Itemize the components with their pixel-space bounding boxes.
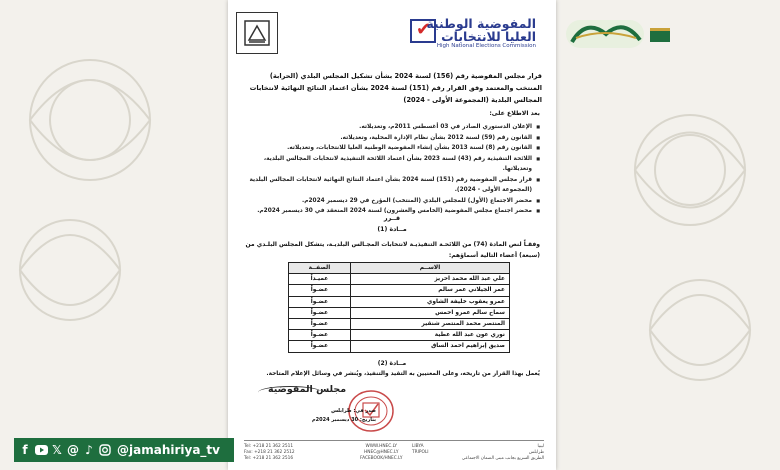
footer-city-en — [412, 444, 429, 456]
member-role: عميـداً — [289, 274, 351, 285]
facebook-icon[interactable]: f — [22, 443, 28, 457]
footer-city-ar-name: طرابلس — [528, 450, 544, 455]
footer-phone: Tel: +218 21 362 2511 — [244, 444, 294, 449]
decision-title: قرار مجلس المفوضية رقم (156) لسنة 2024 بشأن تشكيل المجلس البلدي (الحرابة) المنتخب والمعتمد وفق القرار رقم (151) لسنة 2024 بشأن اعتماد النتائج النهائية لانتخابات المجالس البلدية (المجموعة الأولى - 2024) — [249, 72, 542, 104]
reference-item: ■ القانون رقم (59) لسنة 2012 بشأن نظام الإدارة المحلية، وتعديلاته. — [246, 133, 540, 144]
references-list — [246, 122, 540, 217]
footer-email: HNEC@HNEC.LY — [364, 450, 399, 455]
footer-fax: Fax: +218 21 362 2512 — [244, 450, 295, 455]
table-row — [289, 285, 510, 296]
intro-text: بعد الاطلاع على: — [489, 110, 540, 117]
footer-country-ar: ليبيا — [537, 444, 544, 449]
footer-website: WWW.HNEC.LY — [365, 444, 398, 449]
article-1-text: وفقـاً لنص المادة (74) من اللائحـة التنفيذيـة لانتخابات المجـالس البلديـة، يتشكل المجلس البلـدي من (سبعة) أعضاء التالية أسماؤهم: — [245, 241, 540, 259]
reference-item: ■ محضر اجتماع مجلس المفوضية (الخامس والعشرون) لسنة 2024 المنعقد في 30 ديسمبر 2024م. — [246, 206, 540, 217]
tiktok-icon[interactable]: ♪ — [85, 443, 93, 457]
member-role: عضـواً — [289, 296, 351, 307]
member-name: سماح سالم عمرو احمس — [350, 307, 509, 318]
decided-heading: قــرر — [383, 214, 401, 222]
hnec-logo — [402, 16, 536, 50]
issue-date: بتاريخ: 30 ديسمبر 2024م — [312, 417, 376, 423]
footer-phone: Tel: +218 21 362 2516 — [244, 456, 294, 461]
footer-address-ar: الطريق السريع بجانب مبنى الضمان الاجتماعي — [461, 456, 544, 461]
x-icon[interactable]: 𝕏 — [52, 443, 62, 457]
reference-item: ■ القانون رقم (8) لسنة 2013 بشأن إنشاء المفوضية الوطنية العليا للانتخابات، وتعديلاته. — [246, 143, 540, 154]
member-name: نوري عون عبد الله عطية — [350, 330, 509, 341]
footer-phones — [244, 444, 295, 462]
emblem-icon — [242, 18, 272, 48]
logo-arabic-line1: المفوضية الوطنية — [426, 16, 536, 31]
article-2-text: يُعمل بهذا القرار من تاريخه، وعلى المعنيين به التقيد والتنفيذ، ويُنشر في وسائل الإعلام المتاحة. — [266, 371, 540, 377]
member-role: عضـواً — [289, 341, 351, 352]
member-name: عمرو يعقوب خليفة الشاوي — [350, 296, 509, 307]
member-role: عضـواً — [289, 318, 351, 329]
signature: مجلس المفوضية — [268, 384, 347, 395]
ministry-emblem — [236, 12, 278, 54]
logo-arabic-line2: العليا للانتخابات — [441, 29, 536, 44]
member-role: عضـواً — [289, 307, 351, 318]
logo-english: High National Elections Commission — [436, 43, 536, 49]
members-table — [288, 262, 510, 353]
reference-item: ■ اللائحة التنفيذية رقم (43) لسنة 2023 بشأن اعتماد اللائحة التنفيذية لانتخابات المجالس البلدية، وتعديلاتها. — [246, 154, 540, 175]
reference-item: ■ قرار مجلس المفوضية رقم (151) لسنة 2024 بشأن اعتماد النتائج النهائية لانتخابات المجالس البلدية (المجموعة الأولى - 2024). — [246, 175, 540, 196]
header-role: الصفــة — [289, 263, 351, 274]
threads-icon[interactable]: @ — [67, 443, 79, 457]
footer-city: TRIPOLI — [412, 450, 429, 455]
table-header-row — [289, 263, 510, 274]
article-2-heading: مــادة (2) — [377, 360, 407, 367]
issue-place: صدر في: طرابلس — [331, 408, 376, 414]
header-name: الاســم — [350, 263, 509, 274]
issue-info — [312, 407, 376, 425]
footer-city-ar — [462, 444, 544, 462]
letterhead-footer — [244, 440, 544, 467]
social-bar — [14, 438, 234, 462]
footer-facebook: FACEBOOK/HNEC.LY — [360, 456, 403, 461]
social-handle[interactable]: @jamahiriya_tv — [117, 443, 220, 457]
youtube-icon[interactable] — [34, 443, 48, 457]
table-row — [289, 307, 510, 318]
member-name: علي عبد الله محمد احريز — [350, 274, 509, 285]
instagram-icon[interactable] — [98, 443, 112, 457]
channel-logo — [566, 14, 676, 50]
reference-item: ■ الإعلان الدستوري الصادر في 03 أغسطس 2011م، وتعديلاته. — [246, 122, 540, 133]
member-name: المنتصر محمد المنتصر شنقير — [350, 318, 509, 329]
table-row — [289, 341, 510, 352]
member-name: عمر الجيلاني عمر سالم — [350, 285, 509, 296]
footer-country: LIBYA — [412, 444, 424, 449]
reference-item: ■ محضر الاجتماع (الأول) للمجلس البلدي (المنتخب) المؤرخ في 29 ديسمبر 2024م. — [246, 196, 540, 207]
decision-document — [228, 0, 556, 470]
member-role: عضـواً — [289, 285, 351, 296]
member-role: عضـواً — [289, 330, 351, 341]
table-row — [289, 318, 510, 329]
table-row — [289, 296, 510, 307]
table-row — [289, 330, 510, 341]
member-name: صديق إبراهيم احمد الساق — [350, 341, 509, 352]
article-1-heading: مــادة (1) — [377, 226, 407, 233]
footer-web — [360, 444, 403, 462]
table-row — [289, 274, 510, 285]
